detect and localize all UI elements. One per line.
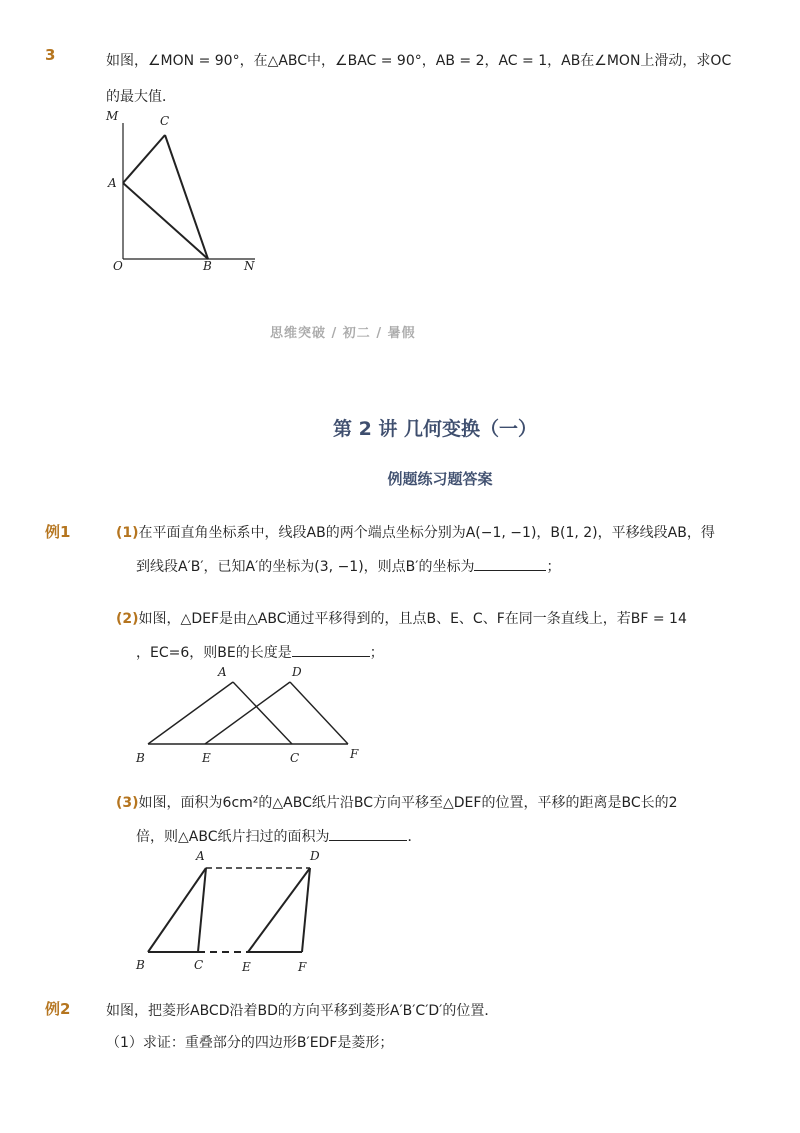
answer-blank bbox=[329, 828, 407, 841]
label-B: B bbox=[136, 958, 145, 972]
label-B: B bbox=[136, 751, 145, 765]
ex1-part2-line2: ，EC=6，则BE的长度是 ； bbox=[136, 645, 384, 661]
label-E: E bbox=[202, 751, 211, 765]
label-E: E bbox=[242, 960, 251, 974]
label-F: F bbox=[350, 747, 359, 761]
question-text-line2: 的最大值． bbox=[106, 89, 176, 105]
part-number: (3) bbox=[116, 795, 139, 811]
page-footer: 思维突破 / 初二 / 暑假 bbox=[270, 326, 416, 341]
question-number: 3 bbox=[45, 46, 56, 64]
label-C: C bbox=[194, 958, 204, 972]
label-C: C bbox=[160, 114, 170, 128]
figure-ex1-3 bbox=[130, 848, 330, 976]
answer-blank bbox=[474, 558, 546, 571]
example-label: 例2 bbox=[45, 1000, 71, 1018]
label-O: O bbox=[113, 259, 123, 273]
label-F: F bbox=[298, 960, 307, 974]
label-D: D bbox=[292, 665, 302, 679]
ex1-part3-line2: 倍，则△ABC纸片扫过的面积为 ． bbox=[136, 829, 422, 845]
label-M: M bbox=[106, 109, 119, 123]
part-number: (1) bbox=[116, 525, 139, 541]
lecture-subtitle: 例题练习题答案 bbox=[387, 470, 493, 488]
label-B: B bbox=[203, 259, 212, 273]
label-D: D bbox=[310, 849, 320, 863]
label-N: N bbox=[244, 259, 255, 273]
label-A: A bbox=[196, 849, 205, 863]
ex1-part1-line1: (1)在平面直角坐标系中，线段AB的两个端点坐标分别为A(−1, −1)，B(1, 2)，平移线段AB，得 bbox=[116, 525, 715, 541]
answer-blank bbox=[292, 644, 370, 657]
label-A: A bbox=[108, 176, 117, 190]
label-C: C bbox=[290, 751, 300, 765]
figure-q3 bbox=[100, 105, 280, 280]
ex2-line1: 如图，把菱形ABCD沿着BD的方向平移到菱形A′B′C′D′的位置． bbox=[106, 1003, 499, 1019]
question-text-line1: 如图，∠MON = 90°，在△ABC中，∠BAC = 90°，AB = 2，AC = 1，AB在∠MON上滑动，求OC bbox=[106, 53, 732, 69]
example-label: 例1 bbox=[45, 523, 71, 541]
label-A: A bbox=[218, 665, 227, 679]
figure-ex1-2 bbox=[130, 662, 370, 770]
ex2-line2: （1）求证：重叠部分的四边形B′EDF是菱形； bbox=[106, 1035, 394, 1051]
lecture-title: 第 2 讲 几何变换（一） bbox=[332, 418, 538, 440]
ex1-part3-line1: (3)如图，面积为6cm²的△ABC纸片沿BC方向平移至△DEF的位置，平移的距离是BC长的2 bbox=[116, 795, 678, 811]
ex1-part1-line2: 到线段A′B′，已知A′的坐标为(3, −1)，则点B′的坐标为 ； bbox=[136, 559, 561, 575]
ex1-part2-line1: (2)如图，△DEF是由△ABC通过平移得到的，且点B、E、C、F在同一条直线上，若BF = 14 bbox=[116, 611, 687, 627]
part-number: (2) bbox=[116, 611, 139, 627]
